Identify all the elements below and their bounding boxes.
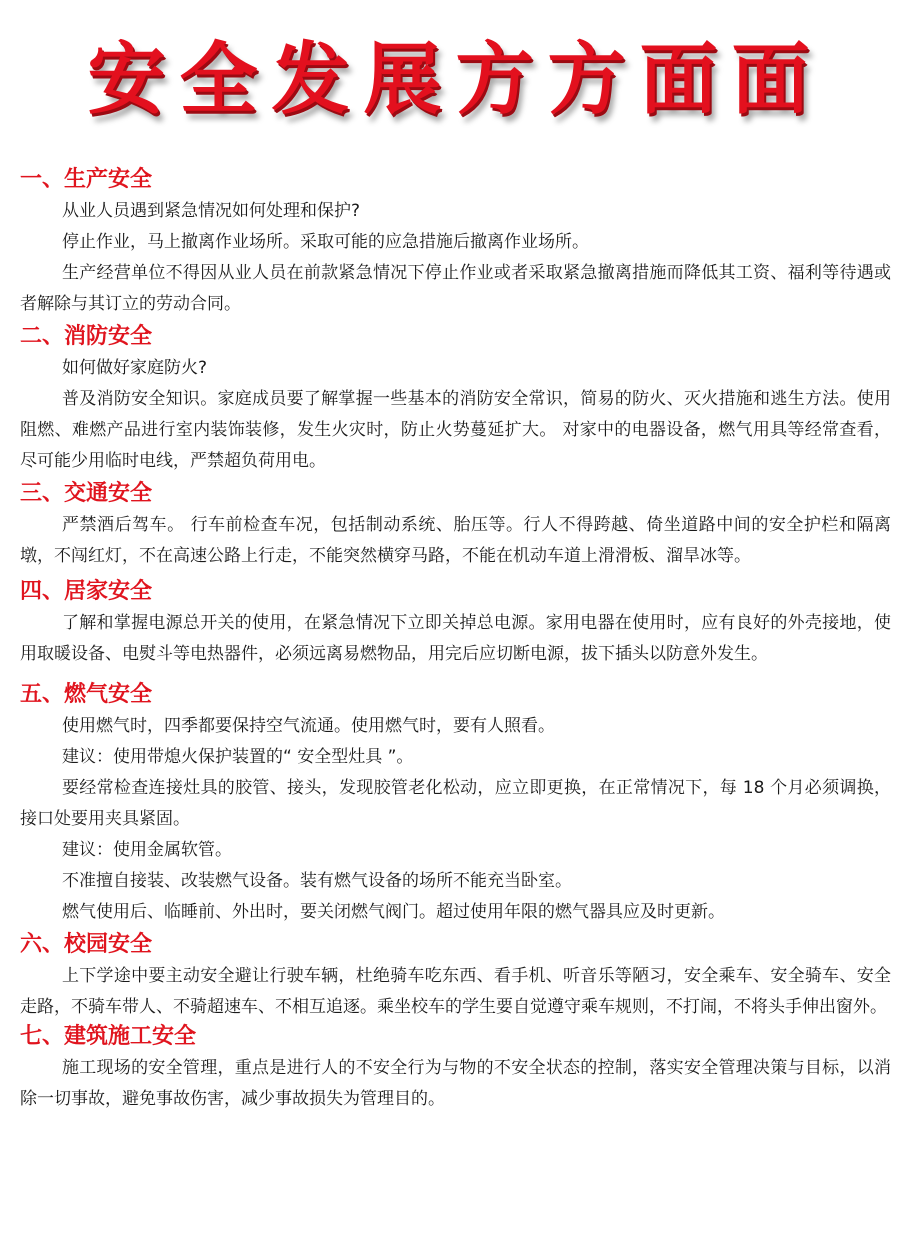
section-paragraph: 如何做好家庭防火? — [62, 358, 208, 378]
section-heading: 二、消防安全 — [20, 324, 153, 349]
section-paragraph: 普及消防安全知识。家庭成员要了解掌握一些基本的消防安全常识，简易的防火、灭火措施和逃生方法。使用阻燃、难燃产品进行室内装饰装修，发生火灾时，防止火势蔓延扩大。 对家中的电器设备，燃气用具等经常查看，尽可能少用临时电线，严禁超负荷用电。 — [20, 389, 891, 471]
section-home-safety — [20, 576, 891, 670]
section-paragraph: 建议：使用金属软管。 — [62, 840, 232, 860]
section-paragraph: 了解和掌握电源总开关的使用，在紧急情况下立即关掉总电源。家用电器在使用时，应有良好的外壳接地，使用取暖设备、电熨斗等电热器件，必须远离易燃物品，用完后应切断电源，拔下插头以防意外发生。 — [20, 613, 891, 664]
section-campus-safety — [20, 929, 891, 1023]
section-paragraph: 使用燃气时，四季都要保持空气流通。使用燃气时，要有人照看。 — [62, 716, 555, 736]
section-paragraph: 停止作业，马上撤离作业场所。采取可能的应急措施后撤离作业场所。 — [62, 232, 589, 252]
section-production-safety — [20, 164, 891, 320]
section-construction-safety — [20, 1021, 891, 1115]
section-paragraph: 燃气使用后、临睡前、外出时，要关闭燃气阀门。超过使用年限的燃气器具应及时更新。 — [62, 902, 725, 922]
page-title: 安全发展方方面面 — [87, 35, 824, 125]
section-paragraph: 上下学途中要主动安全避让行驶车辆，杜绝骑车吃东西、看手机、听音乐等陋习，安全乘车、安全骑车、安全走路，不骑车带人、不骑超速车、不相互追逐。乘坐校车的学生要自觉遵守乘车规则，不打闹，不将头手伸出窗外。 — [20, 966, 891, 1017]
section-heading: 七、建筑施工安全 — [20, 1024, 197, 1049]
section-heading: 一、生产安全 — [20, 167, 153, 192]
section-gas-safety — [20, 679, 891, 928]
section-heading: 四、居家安全 — [20, 579, 153, 604]
section-paragraph: 要经常检查连接灶具的胶管、接头，发现胶管老化松动，应立即更换，在正常情况下，每 18 个月必须调换，接口处要用夹具紧固。 — [20, 778, 891, 829]
section-heading: 六、校园安全 — [20, 932, 153, 957]
section-paragraph: 建议：使用带熄火保护装置的“ 安全型灶具 ”。 — [62, 747, 414, 767]
section-paragraph: 施工现场的安全管理，重点是进行人的不安全行为与物的不安全状态的控制，落实安全管理决策与目标，以消除一切事故，避免事故伤害，减少事故损失为管理目的。 — [20, 1058, 891, 1109]
section-heading: 五、燃气安全 — [20, 682, 153, 707]
section-paragraph: 生产经营单位不得因从业人员在前款紧急情况下停止作业或者采取紧急撤离措施而降低其工资、福利等待遇或者解除与其订立的劳动合同。 — [20, 263, 891, 314]
section-paragraph: 从业人员遇到紧急情况如何处理和保护? — [62, 201, 361, 221]
section-traffic-safety — [20, 478, 891, 572]
section-paragraph: 严禁酒后驾车。 行车前检查车况，包括制动系统、胎压等。行人不得跨越、倚坐道路中间的安全护栏和隔离墩，不闯红灯，不在高速公路上行走，不能突然横穿马路，不能在机动车道上滑滑板、溜旱冰等。 — [20, 515, 891, 566]
section-paragraph: 不准擅自接装、改装燃气设备。装有燃气设备的场所不能充当卧室。 — [62, 871, 572, 891]
section-heading: 三、交通安全 — [20, 481, 153, 506]
title-banner — [20, 0, 891, 160]
section-fire-safety — [20, 321, 891, 477]
